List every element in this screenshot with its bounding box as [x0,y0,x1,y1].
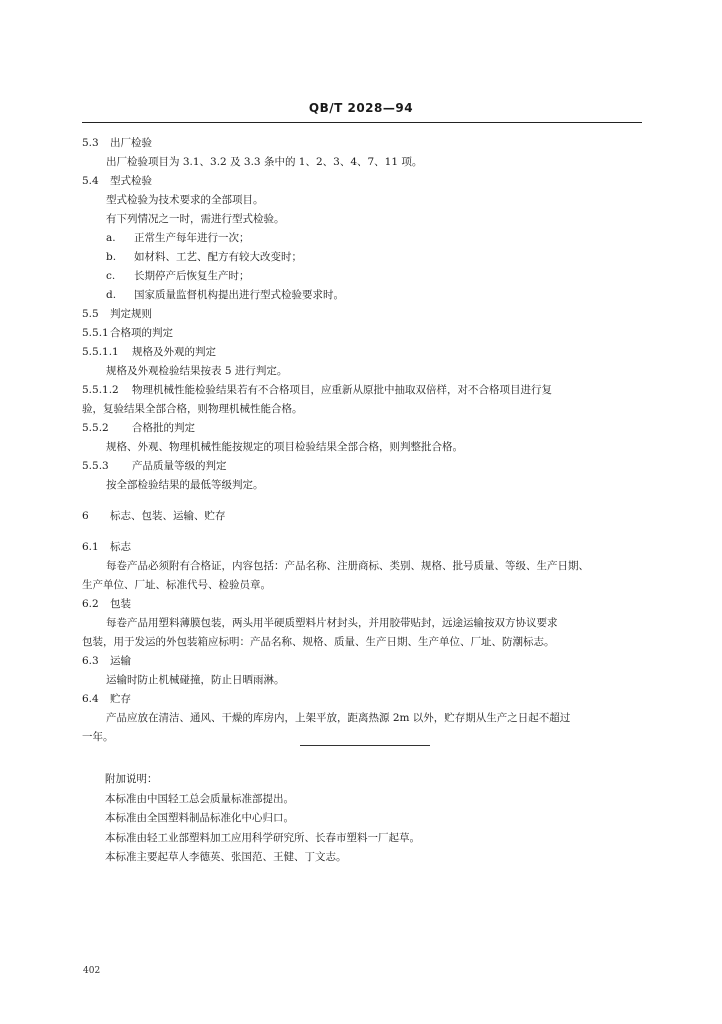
header-rule [82,122,642,123]
section-title: 判定规则 [110,308,152,320]
section-5-3-body: 出厂检验项目为 3.1、3.2 及 3.3 条中的 1、2、3、4、7、11 项。 [106,156,423,168]
section-title: 运输 [110,655,131,667]
standard-code-header: QB/T 2028—94 [308,101,414,115]
section-number: 5.3 [82,137,99,149]
section-title: 标志 [110,541,131,553]
section-6-1-line-1: 每卷产品必须附有合格证，内容包括：产品名称、注册商标、类别、规格、批号质量、等级、生产日期、 [106,560,589,572]
section-6-2-line-2: 包装，用于发运的外包装箱应标明：产品名称、规格、质量、生产日期、生产单位、厂址、防潮标志。 [82,636,555,648]
section-title: 产品质量等级的判定 [132,460,227,472]
section-6-3-heading [82,652,642,671]
section-title: 合格批的判定 [132,422,195,434]
section-6-4-line-1: 产品应放在清洁、通风、干燥的库房内，上架平放，距离热源 2m 以外，贮存期从生产之日起不超过 [106,712,571,724]
section-6-3-body: 运输时防止机械碰撞，防止日晒雨淋。 [106,674,285,686]
list-marker: c. [106,270,116,282]
section-5-4-heading [82,172,642,191]
section-number: 5.5.1.1 [82,346,119,358]
section-5-4-paragraph-2: 有下列情况之一时，需进行型式检验。 [106,213,285,225]
section-5-3-heading [82,134,642,153]
section-5-5-heading [82,305,642,324]
list-item [82,248,642,267]
section-5-5-1-1-heading [82,343,642,362]
section-5-5-2-body: 规格、外观、物理机械性能按规定的项目检验结果全部合格，则判整批合格。 [106,441,463,453]
list-text: 正常生产每年进行一次； [134,232,250,244]
section-5-4-paragraph-1: 型式检验为技术要求的全部项目。 [106,194,264,206]
section-number: 6.3 [82,655,99,667]
section-title: 贮存 [110,693,131,705]
page-number: 402 [83,966,101,976]
section-6-1-heading [82,538,642,557]
notes-line: 本标准由中国轻工总会质量标准部提出。 [105,792,294,805]
section-5-5-1-2-line-2: 验，复验结果全部合格，则物理机械性能合格。 [82,403,303,415]
section-number: 5.5.2 [82,422,109,434]
list-item [82,286,642,305]
section-title: 规格及外观的判定 [132,346,216,358]
section-number: 6.4 [82,693,99,705]
list-text: 长期停产后恢复生产时； [134,270,250,282]
section-5-5-3-body: 按全部检验结果的最低等级判定。 [106,479,264,491]
section-title: 合格项的判定 [110,327,173,339]
section-number: 5.4 [82,175,99,187]
section-6-2-heading [82,595,642,614]
section-5-5-1-1-body: 规格及外观检验结果按表 5 进行判定。 [106,365,288,377]
notes-line: 本标准主要起草人李德英、张国范、王健、丁文志。 [105,851,347,863]
section-title: 出厂检验 [110,137,152,149]
section-number: 6.2 [82,598,99,610]
list-marker: b. [106,251,117,263]
additional-notes [105,770,645,868]
section-number: 5.5.3 [82,460,109,472]
section-5-5-2-heading [82,419,642,438]
end-rule [300,745,430,746]
section-number: 6 [82,510,89,522]
section-number: 5.5.1.2 [82,384,119,396]
notes-line: 本标准由全国塑料制品标准化中心归口。 [105,812,294,824]
section-6-heading [82,507,642,526]
section-title: 标志、包装、运输、贮存 [110,510,226,522]
document-body [82,134,642,747]
section-5-5-1-heading [82,324,642,343]
section-number: 6.1 [82,541,99,553]
section-title: 型式检验 [110,175,152,187]
section-6-4-heading [82,690,642,709]
section-6-4-line-2: 一年。 [82,731,114,743]
section-text: 物理机械性能检验结果若有不合格项目，应重新从原批中抽取双倍样，对不合格项目进行复 [132,384,552,396]
section-6-2-line-1: 每卷产品用塑料薄膜包装，两头用半硬质塑料片材封头，并用胶带贴封，远途运输按双方协议要求 [106,617,558,629]
notes-heading: 附加说明： [105,773,158,785]
section-5-5-3-heading [82,457,642,476]
section-5-5-1-2-line-1 [82,381,642,400]
list-item [82,267,642,286]
list-text: 如材料、工艺、配方有较大改变时； [134,251,302,263]
notes-line: 本标准由轻工业部塑料加工应用科学研究所、长春市塑料一厂起草。 [105,831,420,844]
list-marker: a. [106,232,116,244]
list-text: 国家质量监督机构提出进行型式检验要求时。 [134,289,344,301]
section-6-1-line-2: 生产单位、厂址、标准代号、检验员章。 [82,579,271,591]
list-item [82,229,642,248]
section-number: 5.5.1 [82,327,109,339]
section-title: 包装 [110,598,131,610]
list-marker: d. [106,289,117,301]
section-number: 5.5 [82,308,99,320]
